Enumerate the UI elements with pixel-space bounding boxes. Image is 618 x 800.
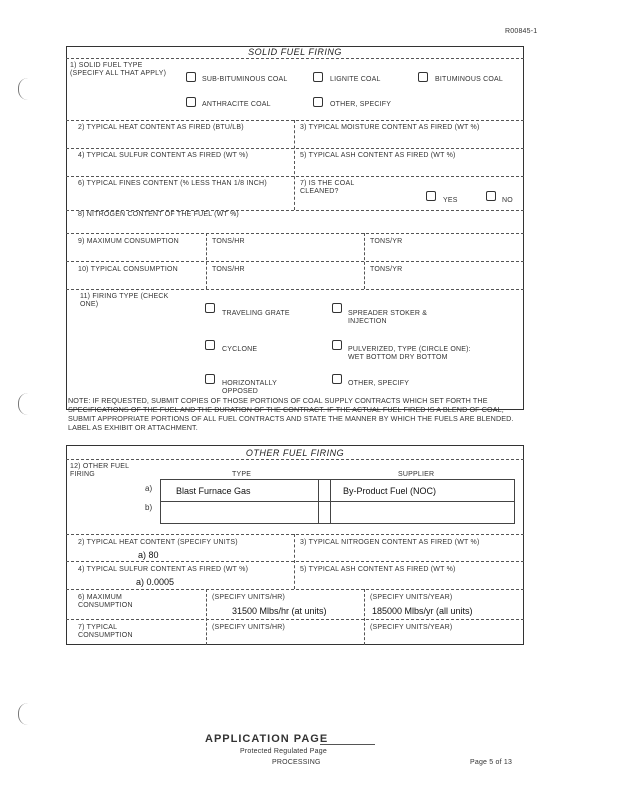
cleaned-yes-label: YES xyxy=(443,197,458,204)
binder-mark-middle xyxy=(18,393,29,415)
coal-contract-note: NOTE: IF REQUESTED, SUBMIT COPIES OF THOSE PORTIONS OF COAL SUPPLY CONTRACTS WHICH SET FORTH THE SPECIFICATIONS OF THE FUEL AND THE DURATION OF THE CONTRACT. IF THE ACTUAL FUEL FIRED IS A BLEND OF COAL, SUBMIT APPROPRIATE PORTIONS OF ALL FUEL CONTRACTS AND STATE THE MANNER BY WHICH THE FUELS ARE BLENDED. LABEL AS EXHIBIT OR ATTACHMENT. xyxy=(68,396,514,432)
document-id: R00845-1 xyxy=(505,28,538,35)
checkbox-spreader-stoker[interactable] xyxy=(332,303,342,313)
sulfur-label: 4) TYPICAL SULFUR CONTENT AS FIRED (WT %) xyxy=(78,152,249,159)
fuel-type-label: 1) SOLID FUEL TYPE (SPECIFY ALL THAT APPLY) xyxy=(70,62,167,77)
fuel-supplier-a[interactable]: By-Product Fuel (NOC) xyxy=(343,486,437,496)
checkbox-sub-bituminous[interactable] xyxy=(186,72,196,82)
typ-tons-hr-label: TONS/HR xyxy=(212,266,245,273)
moisture-label: 3) TYPICAL MOISTURE CONTENT AS FIRED (WT %) xyxy=(300,124,480,131)
option-lignite: LIGNITE COAL xyxy=(330,76,381,83)
checkbox-anthracite[interactable] xyxy=(186,97,196,107)
ash-label: 5) TYPICAL ASH CONTENT AS FIRED (WT %) xyxy=(300,152,456,159)
checkbox-pulverized[interactable] xyxy=(332,340,342,350)
max-units-yr-value[interactable]: 185000 Mlbs/yr (all units) xyxy=(372,606,473,616)
option-traveling-grate: TRAVELING GRATE xyxy=(222,310,290,317)
footer-title: APPLICATION PAGE xyxy=(205,733,329,745)
other-heat-content-label: 2) TYPICAL HEAT CONTENT (SPECIFY UNITS) xyxy=(78,539,238,546)
other-ash-label: 5) TYPICAL ASH CONTENT AS FIRED (WT %) xyxy=(300,566,456,573)
checkbox-horizontally-opposed[interactable] xyxy=(205,374,215,384)
cleaned-label: 7) IS THE COAL CLEANED? xyxy=(300,180,355,195)
other-sulfur-value[interactable]: a) 0.0005 xyxy=(136,577,175,587)
option-other-solid: OTHER, SPECIFY xyxy=(330,101,392,108)
row-a-label: a) xyxy=(145,484,153,493)
checkbox-lignite[interactable] xyxy=(313,72,323,82)
option-spreader-stoker: SPREADER STOKER & INJECTION xyxy=(348,310,428,325)
checkbox-traveling-grate[interactable] xyxy=(205,303,215,313)
page-number: Page 5 of 13 xyxy=(470,759,513,766)
max-tons-hr-label: TONS/HR xyxy=(212,238,245,245)
type-column-header: TYPE xyxy=(232,471,252,478)
other-typical-consumption-label: 7) TYPICAL CONSUMPTION xyxy=(78,624,133,639)
fines-label: 6) TYPICAL FINES CONTENT (% LESS THAN 1/8 INCH) xyxy=(78,180,267,187)
binder-mark-top xyxy=(18,78,29,100)
other-fuel-title: OTHER FUEL FIRING xyxy=(245,448,345,458)
option-other-firing: OTHER, SPECIFY xyxy=(348,380,410,387)
checkbox-bituminous[interactable] xyxy=(418,72,428,82)
typ-units-hr-label: (SPECIFY UNITS/HR) xyxy=(212,624,286,631)
row-b-label: b) xyxy=(145,503,153,512)
checkbox-other-firing[interactable] xyxy=(332,374,342,384)
footer-code: PROCESSING xyxy=(272,759,321,766)
footer-subtitle: Protected Regulated Page xyxy=(240,748,327,755)
max-units-hr-label: (SPECIFY UNITS/HR) xyxy=(212,594,286,601)
max-tons-yr-label: TONS/YR xyxy=(370,238,403,245)
nitrogen-label: 8) NITROGEN CONTENT OF THE FUEL (WT %) xyxy=(78,211,239,218)
supplier-column-header: SUPPLIER xyxy=(398,471,435,478)
other-max-consumption-label: 6) MAXIMUM CONSUMPTION xyxy=(78,594,133,609)
checkbox-cleaned-no[interactable] xyxy=(486,191,496,201)
option-bituminous: BITUMINOUS COAL xyxy=(435,76,503,83)
cleaned-no-label: NO xyxy=(502,197,513,204)
other-fuel-label: 12) OTHER FUEL FIRING xyxy=(70,463,129,478)
option-horizontally-opposed: HORIZONTALLY OPPOSED xyxy=(222,380,277,395)
option-anthracite: ANTHRACITE COAL xyxy=(202,101,271,108)
checkbox-cyclone[interactable] xyxy=(205,340,215,350)
other-sulfur-label: 4) TYPICAL SULFUR CONTENT AS FIRED (WT %) xyxy=(78,566,249,573)
heat-content-label: 2) TYPICAL HEAT CONTENT AS FIRED (BTU/LB) xyxy=(78,124,244,131)
solid-fuel-title: SOLID FUEL FIRING xyxy=(248,47,342,57)
other-heat-content-value[interactable]: a) 80 xyxy=(138,550,159,560)
typical-consumption-label: 10) TYPICAL CONSUMPTION xyxy=(78,266,178,273)
fuel-type-a[interactable]: Blast Furnace Gas xyxy=(176,486,251,496)
option-sub-bituminous: SUB-BITUMINOUS COAL xyxy=(202,76,288,83)
option-cyclone: CYCLONE xyxy=(222,346,258,353)
other-nitrogen-label: 3) TYPICAL NITROGEN CONTENT AS FIRED (WT %) xyxy=(300,539,480,546)
checkbox-other-solid[interactable] xyxy=(313,97,323,107)
typ-units-yr-label: (SPECIFY UNITS/YEAR) xyxy=(370,624,453,631)
max-units-hr-value[interactable]: 31500 Mlbs/hr (at units) xyxy=(232,606,327,616)
option-pulverized: PULVERIZED, TYPE (CIRCLE ONE): WET BOTTOM DRY BOTTOM xyxy=(348,346,471,361)
checkbox-cleaned-yes[interactable] xyxy=(426,191,436,201)
binder-mark-bottom xyxy=(18,703,29,725)
max-units-yr-label: (SPECIFY UNITS/YEAR) xyxy=(370,594,453,601)
firing-type-label: 11) FIRING TYPE (CHECK ONE) xyxy=(80,293,169,308)
max-consumption-label: 9) MAXIMUM CONSUMPTION xyxy=(78,238,179,245)
typ-tons-yr-label: TONS/YR xyxy=(370,266,403,273)
